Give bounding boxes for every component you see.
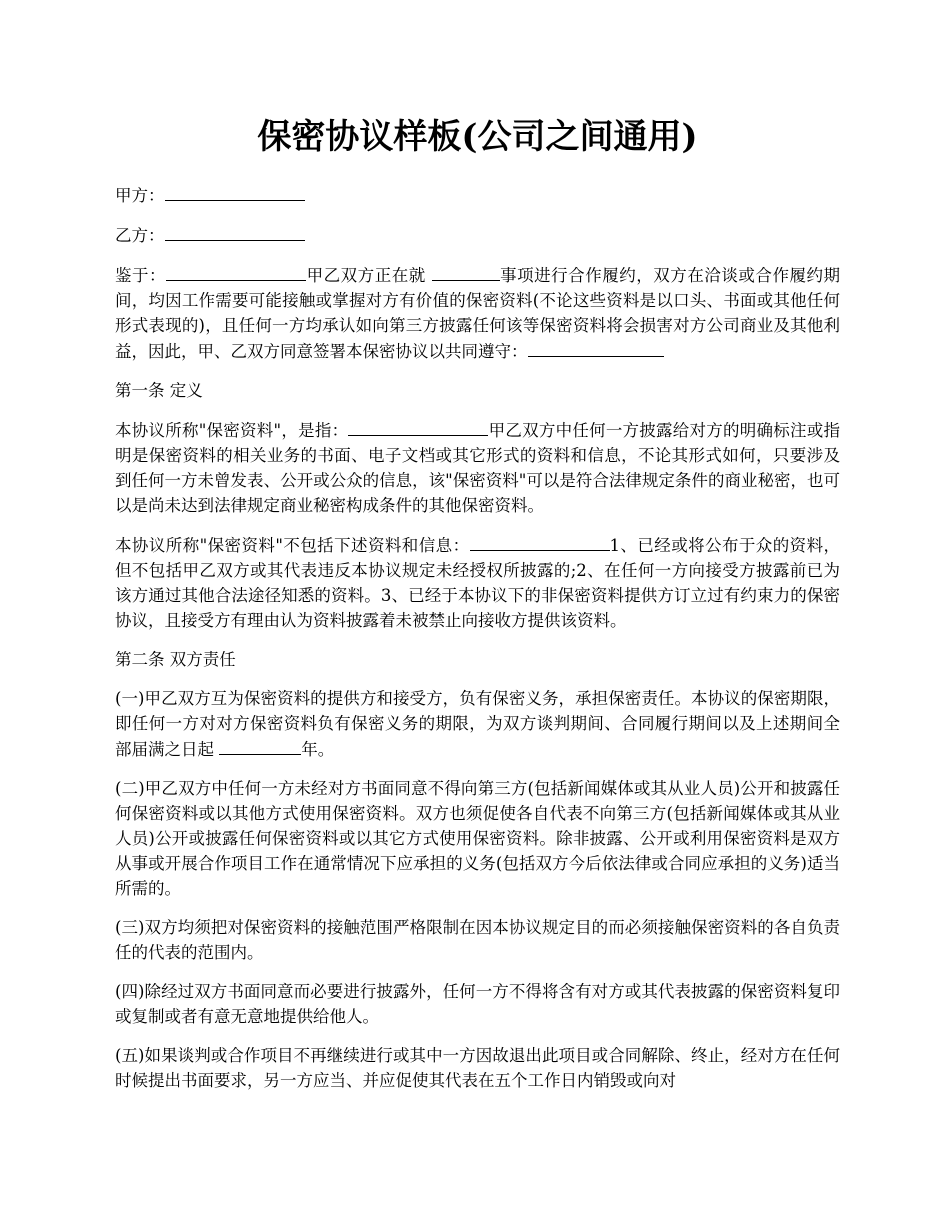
whereas-blank-3[interactable]: [528, 338, 564, 357]
party-b-label: 乙方：: [115, 226, 165, 245]
party-a-blank[interactable]: [165, 182, 305, 201]
party-a-label: 甲方：: [115, 186, 165, 205]
article-1-heading: 第一条 定义: [115, 381, 203, 400]
whereas-blank-4[interactable]: [564, 338, 664, 357]
whereas-paragraph: [115, 262, 840, 364]
party-b-line: [115, 222, 840, 248]
article-2-item-1: [115, 686, 840, 762]
article-1-para-2: [115, 532, 840, 633]
article-1-para-1-text-a: 本协议所称"保密资料"，是指：: [115, 421, 349, 440]
article-1-para-2-text-b: 1、已经或将公布于众的资料，但不包括甲乙双方或其代表违反本协议规定未经授权所披露的;2、在任何一方向接受方披露前已为该方通过其他合法途径知悉的资料。3、已经于本协议下的非保密资料提供方订立过有约束力的保密协议，且接受方有理由认为资料披露着未被禁止向接收方提供该资料。: [115, 536, 840, 630]
article-1-para-1-text-b: 甲乙双方中任何一方披露给对方的明确标注或指明是保密资料的相关业务的书面、电子文档或其它形式的资料和信息，不论其形式如何，只要涉及到任何一方未曾发表、公开或公众的信息，该"保密资料"可以是符合法律规定条件的商业秘密，也可以是尚未达到法律规定商业秘密构成条件的其他保密资料。: [115, 421, 841, 515]
article-1-para-2-blank[interactable]: [470, 532, 610, 551]
party-a-line: [115, 182, 840, 208]
whereas-text-1: 甲乙双方正在就: [306, 266, 432, 285]
document-body: [115, 182, 840, 1107]
whereas-text-2: 事项进行合作履约，双方在洽谈或合作履约期间，均因工作需要可能接触或掌握对方有价值的保密资料(不论这些资料是以口头、书面或其他任何形式表现的)，且任何一方均承认如向第三方披露任何该等保密资料将会损害对方公司商业及其他利益，因此，甲、乙双方同意签署本保密协议以共同遵守：: [115, 266, 841, 361]
article-2-item-3: (三)双方均须把对保密资料的接触范围严格限制在因本协议规定目的而必须接触保密资料的各自负责任的代表的范围内。: [115, 918, 840, 962]
article-2-item-1-text-b: 年。: [301, 740, 335, 759]
article-2-item-5: (五)如果谈判或合作项目不再继续进行或其中一方因故退出此项目或合同解除、终止，经对方在任何时候提出书面要求，另一方应当、并应促使其代表在五个工作日内销毁或向对: [115, 1046, 840, 1090]
article-1-para-1-blank[interactable]: [348, 417, 488, 436]
article-1-para-2-text-a: 本协议所称"保密资料"不包括下述资料和信息：: [115, 536, 470, 555]
article-1-para-1: [115, 417, 840, 518]
article-2-item-2: (二)甲乙双方中任何一方未经对方书面同意不得向第三方(包括新闻媒体或其从业人员)公开和披露任何保密资料或以其他方式使用保密资料。双方也须促使各自代表不向第三方(包括新闻媒体或其从业人员)公开或披露任何保密资料或以其它方式使用保密资料。除非披露、公开或利用保密资料是双方从事或开展合作项目工作在通常情况下应承担的义务(包括双方今后依法律或合同应承担的义务)适当所需的。: [115, 779, 840, 898]
article-2-item-4: (四)除经过双方书面同意而必要进行披露外，任何一方不得将含有对方或其代表披露的保密资料复印或复制或者有意无意地提供给他人。: [115, 982, 840, 1026]
whereas-blank-1[interactable]: [166, 262, 306, 281]
whereas-label: 鉴于：: [115, 266, 167, 285]
document-title: 保密协议样板(公司之间通用): [257, 117, 698, 157]
whereas-blank-2[interactable]: [432, 262, 500, 281]
party-b-blank[interactable]: [165, 222, 305, 241]
article-2-heading: 第二条 双方责任: [115, 650, 236, 669]
article-2-item-1-text-a: (一)甲乙双方互为保密资料的提供方和接受方，负有保密义务，承担保密责任。本协议的保密期限，即任何一方对对方保密资料负有保密义务的期限，为双方谈判期间、合同履行期间以及上述期间全部届满之日起: [115, 689, 840, 759]
article-2-item-1-blank[interactable]: [219, 736, 301, 755]
